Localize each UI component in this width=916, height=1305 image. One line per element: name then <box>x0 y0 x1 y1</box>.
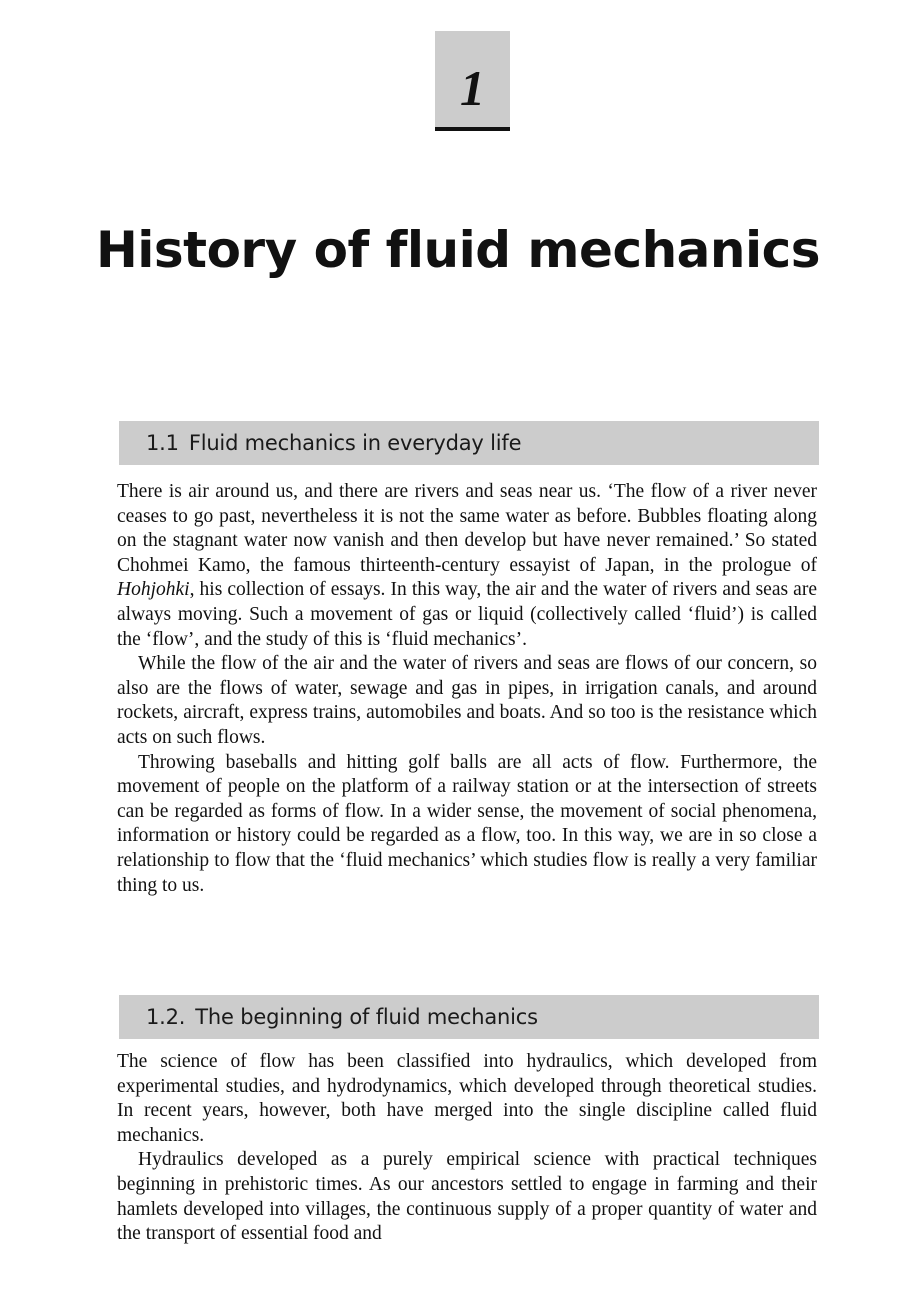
section-title: The beginning of fluid mechanics <box>195 1005 538 1029</box>
paragraph <box>117 480 817 652</box>
chapter-number-box <box>435 31 510 129</box>
paragraph: The science of flow has been classified into hydraulics, which developed from experimental studies, and hydrodynamics, which developed through theoretical studies. In recent years, however, both have merged into the single discipline called fluid mechanics. <box>117 1051 817 1146</box>
paragraph: While the flow of the air and the water of rivers and seas are flows of our concern, so also are the flows of water, sewage and gas in pipes, in irrigation canals, and around rockets, aircraft, express trains, automobiles and boats. And so too is the resistance which acts on such flows. <box>117 653 817 748</box>
section-heading-1-1 <box>119 421 819 465</box>
section-title: Fluid mechanics in everyday life <box>188 431 522 455</box>
chapter-title: History of fluid mechanics <box>95 221 821 279</box>
section-heading-1-2 <box>119 995 819 1039</box>
section-1-2-body <box>117 1050 817 1247</box>
chapter-number: 1 <box>460 60 485 116</box>
paragraph: Throwing baseballs and hitting golf balls are all acts of flow. Furthermore, the movement of people on the platform of a railway station or at the intersection of streets can be regarded as forms of flow. In a wider sense, the movement of social phenomena, information or history could be regarded as a flow, too. In this way, we are in so close a relationship to flow that the ‘fluid mechanics’ which studies flow is really a very familiar thing to us. <box>117 751 817 896</box>
section-1-1-body <box>117 480 817 898</box>
paragraph-text: , his collection of essays. In this way, the air and the water of rivers and seas are always moving. Such a movement of gas or liquid (collectively called ‘fluid’) is called the ‘flow’, and the study of this is ‘fluid mechanics’. <box>117 579 817 650</box>
paragraph: Hydraulics developed as a purely empirical science with practical techniques beginning in prehistoric times. As our ancestors settled to engage in farming and their hamlets developed into villages, the continuous supply of a proper quantity of water and the transport of essential food and <box>117 1149 817 1245</box>
book-title-emphasis: Hohjohki <box>117 579 190 601</box>
section-number: 1.1 <box>146 431 179 455</box>
paragraph-text: There is air around us, and there are rivers and seas near us. ‘The flow of a river never ceases to go past, nevertheless it is not the same water as before. Bubbles floating along on the stagnant water now vanish and then develop but have never remained.’ So stated Chohmei Kamo, the famous thirteenth-century essayist of Japan, in the prologue of <box>117 481 817 576</box>
chapter-number-rule <box>435 127 510 131</box>
section-number: 1.2. <box>146 1005 186 1029</box>
